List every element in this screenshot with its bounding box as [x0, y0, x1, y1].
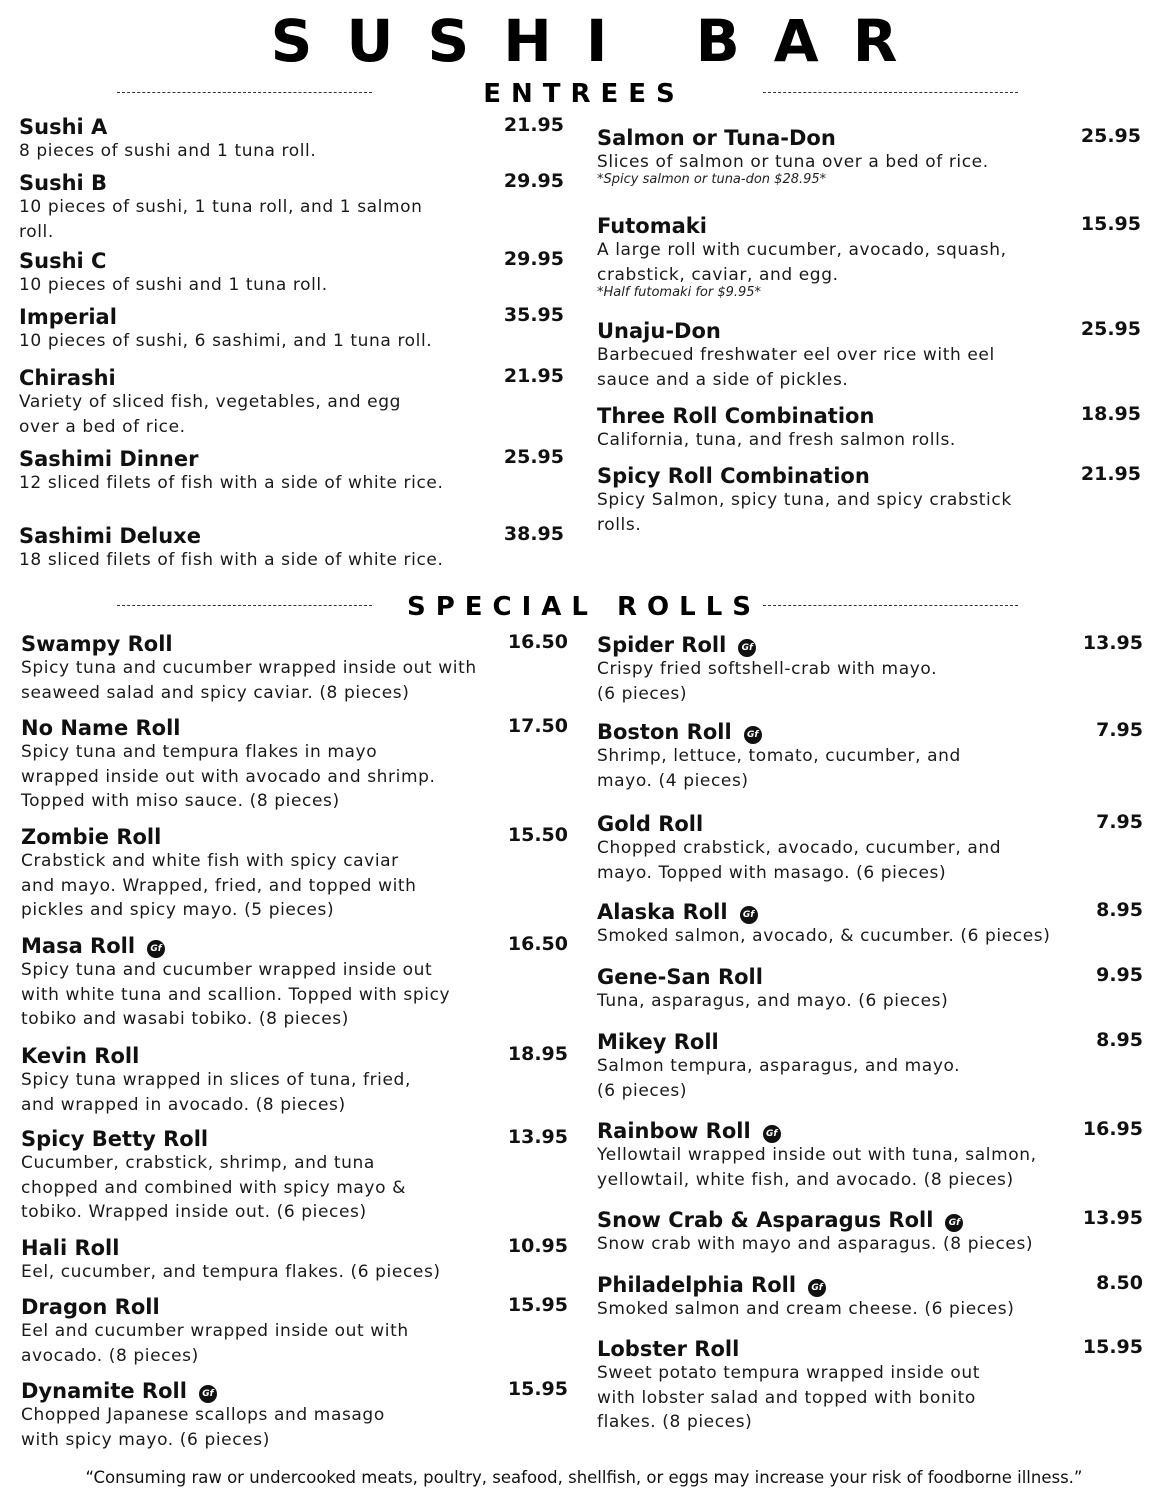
item-price: 21.95 — [503, 114, 564, 136]
gluten-free-icon: Gf — [738, 639, 756, 657]
item-description — [597, 836, 1001, 885]
item-description-line: wrapped inside out with avocado and shrimp. — [21, 766, 436, 787]
item-name — [21, 825, 161, 849]
item-name-text: Sushi B — [19, 171, 108, 195]
item-price: 29.95 — [503, 170, 564, 192]
item-description-line: Yellowtail wrapped inside out with tuna, salmon, — [597, 1145, 1037, 1165]
item-note: *Spicy salmon or tuna-don $28.95* — [597, 172, 827, 187]
item-description — [21, 656, 477, 705]
item-description-line: with spicy mayo. (6 pieces) — [21, 1429, 270, 1450]
item-description-line: roll. — [19, 221, 54, 242]
item-description-line: Tuna, asparagus, and mayo. (6 pieces) — [597, 991, 949, 1011]
item-description-line: California, tuna, and fresh salmon rolls. — [597, 430, 956, 450]
item-description — [597, 343, 995, 392]
item-description-line: Chopped crabstick, avocado, cucumber, and — [597, 838, 1002, 858]
item-description-line: Spicy Salmon, spicy tuna, and spicy crabstick — [597, 490, 1012, 510]
item-name — [19, 447, 198, 471]
item-description-line: Snow crab with mayo and asparagus. (8 pieces) — [597, 1234, 1034, 1254]
item-description — [597, 1232, 1033, 1257]
item-name-text: Spicy Roll Combination — [597, 464, 870, 488]
item-name-text: Boston Roll — [597, 720, 732, 744]
entrees-heading: ENTREES — [483, 79, 685, 109]
item-price: 25.95 — [1080, 318, 1141, 340]
item-price: 10.95 — [507, 1235, 568, 1257]
item-description — [21, 1403, 385, 1452]
item-name-text: Gold Roll — [597, 812, 704, 836]
item-description-line: 10 pieces of sushi, 1 tuna roll, and 1 salmon — [19, 197, 423, 217]
item-price: 16.95 — [1082, 1118, 1143, 1140]
item-description-line: rolls. — [597, 514, 642, 535]
item-note: *Half futomaki for $9.95* — [597, 285, 762, 300]
item-name-text: Sushi C — [19, 249, 107, 273]
item-name-text: Three Roll Combination — [597, 404, 875, 428]
item-name-text: Unaju-Don — [597, 319, 721, 343]
gluten-free-icon: Gf — [744, 726, 762, 744]
item-name — [597, 633, 756, 657]
item-name-text: Alaska Roll — [597, 900, 728, 924]
item-name — [597, 404, 874, 428]
item-description-line: Cucumber, crabstick, shrimp, and tuna — [21, 1153, 375, 1173]
item-description-line: Topped with miso sauce. (8 pieces) — [21, 791, 340, 811]
item-description — [597, 428, 956, 453]
item-description-line: flakes. (8 pieces) — [597, 1412, 753, 1432]
item-name — [597, 1273, 826, 1297]
item-name — [597, 126, 836, 150]
gluten-free-icon: Gf — [763, 1125, 781, 1143]
item-name — [19, 249, 106, 273]
item-description — [19, 273, 328, 298]
item-price: 7.95 — [1096, 719, 1143, 741]
item-name — [21, 934, 165, 958]
item-description — [21, 1319, 409, 1368]
item-name-text: Hali Roll — [21, 1236, 120, 1260]
item-name — [597, 720, 762, 744]
item-name — [21, 1236, 119, 1260]
item-price: 18.95 — [1080, 403, 1141, 425]
item-description-line: Smoked salmon, avocado, & cucumber. (6 pieces) — [597, 926, 1051, 946]
item-description — [19, 139, 316, 164]
item-price: 8.95 — [1096, 1029, 1143, 1051]
item-name-text: Dragon Roll — [21, 1295, 160, 1319]
item-description-line: with white tuna and scallion. Topped with spicy — [21, 984, 451, 1005]
item-description — [19, 390, 401, 439]
item-description-line: Spicy tuna wrapped in slices of tuna, fried, — [21, 1070, 411, 1090]
item-name — [19, 366, 116, 390]
item-name-text: Imperial — [19, 305, 117, 329]
item-description-line: chopped and combined with spicy mayo & — [21, 1177, 406, 1198]
item-description-line: Variety of sliced fish, vegetables, and egg — [19, 392, 401, 412]
item-price: 15.95 — [507, 1294, 568, 1316]
item-description — [597, 1361, 980, 1435]
item-price: 29.95 — [503, 248, 564, 270]
item-description-line: Chopped Japanese scallops and masago — [21, 1405, 385, 1425]
gluten-free-icon: Gf — [808, 1279, 826, 1297]
item-description-line: avocado. (8 pieces) — [21, 1345, 199, 1366]
item-description-line: tobiko and wasabi tobiko. (8 pieces) — [21, 1009, 349, 1029]
item-name — [19, 524, 201, 548]
item-name-text: Chirashi — [19, 366, 116, 390]
item-price: 9.95 — [1096, 964, 1143, 986]
item-name-text: Kevin Roll — [21, 1044, 140, 1068]
item-name-text: Spider Roll — [597, 633, 727, 657]
item-name-text: Swampy Roll — [21, 632, 173, 656]
item-description — [597, 1054, 960, 1103]
item-name-text: Zombie Roll — [21, 825, 162, 849]
item-price: 15.95 — [507, 1378, 568, 1400]
item-description-line: (6 pieces) — [597, 683, 688, 704]
item-name-text: Gene-San Roll — [597, 965, 763, 989]
item-description-line: Salmon tempura, asparagus, and mayo. — [597, 1056, 961, 1076]
item-price: 21.95 — [1080, 463, 1141, 485]
item-description-line: Spicy tuna and cucumber wrapped inside out — [21, 960, 433, 980]
item-name — [19, 115, 107, 139]
item-description-line: 12 sliced filets of fish with a side of white rice. — [19, 473, 444, 493]
item-name — [597, 812, 703, 836]
item-price: 13.95 — [507, 1126, 568, 1148]
item-name — [597, 1208, 963, 1232]
divider-right — [763, 92, 1018, 93]
item-description — [19, 471, 443, 496]
item-description-line: Sweet potato tempura wrapped inside out — [597, 1363, 981, 1383]
gluten-free-icon: Gf — [199, 1385, 217, 1403]
item-description-line: over a bed of rice. — [19, 416, 186, 437]
item-name-text: Sashimi Deluxe — [19, 524, 201, 548]
item-description-line: Eel, cucumber, and tempura flakes. (6 pieces) — [21, 1262, 441, 1282]
item-description-line: and mayo. Wrapped, fried, and topped with — [21, 875, 417, 896]
gluten-free-icon: Gf — [740, 906, 758, 924]
item-name-text: Salmon or Tuna-Don — [597, 126, 836, 150]
item-description-line: Barbecued freshwater eel over rice with eel — [597, 345, 995, 365]
item-description-line: A large roll with cucumber, avocado, squash, — [597, 240, 1007, 260]
item-name — [597, 900, 758, 924]
item-price: 18.95 — [507, 1043, 568, 1065]
item-description — [21, 958, 450, 1032]
item-name-text: Lobster Roll — [597, 1337, 740, 1361]
food-safety-disclaimer: “Consuming raw or undercooked meats, poultry, seafood, shellfish, or eggs may increase your risk of foodborne illness.” — [85, 1468, 1083, 1487]
item-price: 8.95 — [1096, 899, 1143, 921]
item-price: 15.95 — [1080, 213, 1141, 235]
item-name — [597, 214, 707, 238]
item-name — [597, 1119, 781, 1143]
special-rolls-heading: SPECIAL ROLLS — [406, 592, 762, 622]
item-description — [19, 548, 443, 573]
item-price: 15.95 — [1082, 1336, 1143, 1358]
item-name — [21, 716, 181, 740]
item-name-text: Snow Crab & Asparagus Roll — [597, 1208, 934, 1232]
item-description-line: pickles and spicy mayo. (5 pieces) — [21, 900, 335, 920]
item-description-line: 10 pieces of sushi, 6 sashimi, and 1 tuna roll. — [19, 331, 433, 351]
gluten-free-icon: Gf — [147, 940, 165, 958]
item-description — [597, 924, 1051, 949]
item-description-line: 18 sliced filets of fish with a side of white rice. — [19, 550, 444, 570]
menu-title: SUSHI BAR — [270, 7, 932, 75]
item-description-line: Spicy tuna and cucumber wrapped inside out with — [21, 658, 477, 678]
item-price: 25.95 — [503, 446, 564, 468]
item-description — [597, 488, 1012, 537]
item-price: 35.95 — [503, 304, 564, 326]
item-description-line: Slices of salmon or tuna over a bed of rice. — [597, 152, 989, 172]
item-name — [21, 632, 173, 656]
item-description-line: Smoked salmon and cream cheese. (6 pieces) — [597, 1299, 1015, 1319]
item-name-text: Mikey Roll — [597, 1030, 719, 1054]
item-price: 8.50 — [1096, 1272, 1143, 1294]
divider-right — [763, 605, 1018, 606]
item-description-line: 8 pieces of sushi and 1 tuna roll. — [19, 141, 317, 161]
item-description — [597, 744, 961, 793]
item-name — [21, 1044, 139, 1068]
item-name — [21, 1127, 208, 1151]
item-price: 13.95 — [1082, 1207, 1143, 1229]
item-description — [21, 1151, 406, 1225]
item-description-line: sauce and a side of pickles. — [597, 369, 849, 390]
item-name-text: Futomaki — [597, 214, 707, 238]
item-name — [597, 464, 870, 488]
item-price: 25.95 — [1080, 125, 1141, 147]
item-description-line: Spicy tuna and tempura flakes in mayo — [21, 742, 378, 762]
item-description-line: Crispy fried softshell-crab with mayo. — [597, 659, 938, 679]
item-description — [19, 195, 423, 244]
item-description-line: tobiko. Wrapped inside out. (6 pieces) — [21, 1202, 367, 1222]
item-description — [597, 1297, 1014, 1322]
item-name-text: No Name Roll — [21, 716, 181, 740]
item-name — [21, 1379, 217, 1403]
item-description — [597, 150, 989, 175]
item-description — [597, 657, 937, 706]
item-description-line: crabstick, caviar, and egg. — [597, 264, 839, 285]
entrees-heading-bar — [0, 79, 1168, 109]
item-name-text: Sushi A — [19, 115, 108, 139]
item-name-text: Masa Roll — [21, 934, 136, 958]
item-description — [21, 1068, 411, 1117]
item-description-line: mayo. (4 pieces) — [597, 770, 749, 791]
item-description-line: yellowtail, white fish, and avocado. (8 pieces) — [597, 1169, 1014, 1190]
item-price: 21.95 — [503, 365, 564, 387]
item-price: 17.50 — [507, 715, 568, 737]
item-name-text: Philadelphia Roll — [597, 1273, 797, 1297]
item-price: 16.50 — [507, 631, 568, 653]
item-name-text: Sashimi Dinner — [19, 447, 199, 471]
item-price: 16.50 — [507, 933, 568, 955]
item-description — [597, 989, 948, 1014]
special-rolls-heading-bar — [0, 592, 1168, 622]
gluten-free-icon: Gf — [945, 1214, 963, 1232]
item-price: 38.95 — [503, 523, 564, 545]
item-description — [21, 849, 417, 923]
item-price: 7.95 — [1096, 811, 1143, 833]
item-name — [21, 1295, 160, 1319]
item-name-text: Dynamite Roll — [21, 1379, 187, 1403]
item-description-line: and wrapped in avocado. (8 pieces) — [21, 1094, 346, 1115]
item-description — [19, 329, 432, 354]
item-description — [597, 1143, 1037, 1192]
item-description-line: with lobster salad and topped with bonito — [597, 1387, 976, 1408]
item-price: 13.95 — [1082, 632, 1143, 654]
item-description — [597, 238, 1007, 287]
item-description-line: Shrimp, lettuce, tomato, cucumber, and — [597, 746, 961, 766]
item-name — [597, 319, 721, 343]
item-description-line: Crabstick and white fish with spicy caviar — [21, 851, 399, 871]
item-description-line: mayo. Topped with masago. (6 pieces) — [597, 862, 947, 883]
item-name — [597, 965, 763, 989]
item-description-line: (6 pieces) — [597, 1080, 688, 1101]
item-name-text: Rainbow Roll — [597, 1119, 751, 1143]
item-description-line: seaweed salad and spicy caviar. (8 pieces) — [21, 682, 410, 703]
item-name — [597, 1337, 739, 1361]
item-description-line: 10 pieces of sushi and 1 tuna roll. — [19, 275, 328, 295]
item-name — [19, 171, 107, 195]
item-description-line: Eel and cucumber wrapped inside out with — [21, 1321, 409, 1341]
item-description — [21, 740, 436, 814]
item-name — [19, 305, 117, 329]
item-name-text: Spicy Betty Roll — [21, 1127, 209, 1151]
item-description — [21, 1260, 441, 1285]
item-name — [597, 1030, 719, 1054]
item-price: 15.50 — [507, 824, 568, 846]
